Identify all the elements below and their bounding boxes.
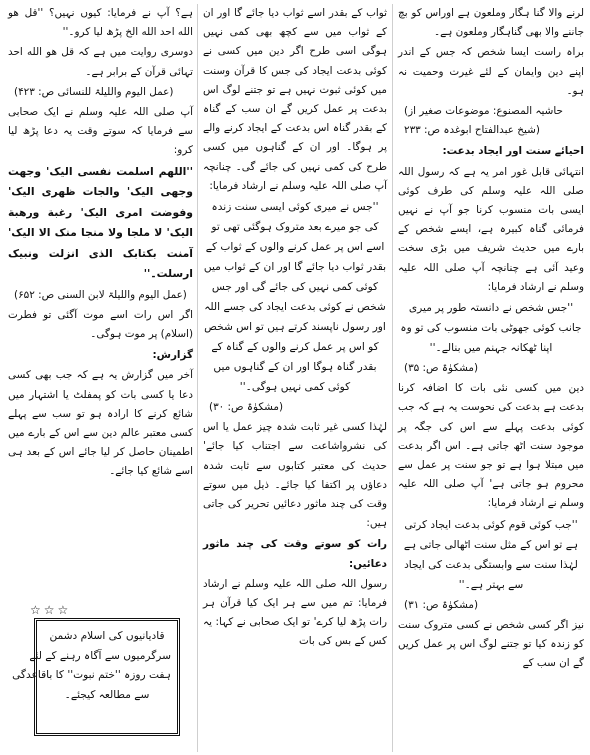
column-divider xyxy=(392,4,393,752)
citation: (مشکوٰۃ ص: ۳۵) xyxy=(404,362,478,375)
hadith-quote: ''جس نے میری کوئی ایسی سنت زندہ کی جو میرے بعد متروک ہوگئی تھی تو اسے اس پر عمل کرنے والوں کے ثواب کے بقدر ثواب دیا جائے گا اور ان کے ثواب میں کوئی کمی نہیں کی جائے گی اور جس شخص نے کوئی بدعت ایجاد کی جسے اللہ اور رسول ناپسند کرتے ہیں تو اس شخص کو اس پر عمل کرنے والوں کے گناہ کے بقدر گناہ ہوگا اور ان کے گناہوں میں کوئی کمی نہیں ہوگی۔'' xyxy=(203,201,387,394)
text-column-left xyxy=(8,4,193,604)
paragraph: ثواب کے بقدر اسے ثواب دیا جائے گا اور ان کے ثواب میں سے کچھ بھی کمی نہیں ہوگی اسی طرح اگر دین میں کسی نے کوئی بدعت ایجاد کی جس کا قرآن وسنت میں کوئی ثبوت نہیں ہے تو جتنے لوگ اس بدعت پر عمل کریں گے ان سب کے گناہ کے بقدر گناہ اس بدعت کے ایجاد کرنے والے پر ہوگا۔ اور ان کے گناہوں میں کسی طرح کی کمی نہیں کی جائے گی۔ چنانچہ آپ صلی اللہ علیہ وسلم نے ارشاد فرمایا: xyxy=(203,7,387,192)
citation: (مشکوٰۃ ص: ۳۰) xyxy=(209,401,283,414)
hadith-quote: ''جب کوئی قوم کوئی بدعت ایجاد کرتی ہے تو اس کے مثل سنت اٹھالی جاتی ہے لہٰذا سنت سے وابستگی بدعت کی ایجاد سے بہتر ہے۔'' xyxy=(403,518,579,591)
paragraph: دوسری روایت میں ہے کہ قل هو الله احد تہائی قرآن کے برابر ہے۔ xyxy=(8,46,193,78)
section-heading: احیائے سنت اور ایجاد بدعت: xyxy=(442,145,584,158)
hadith-quote: ''جس شخص نے دانستہ طور پر میری جانب کوئی جھوٹی بات منسوب کی تو وہ اپنا ٹھکانہ جہنم میں بنالے۔'' xyxy=(400,302,582,355)
citation: (عمل الیوم واللیلۃ لابن السنی ص: ۶۵۲) xyxy=(14,288,187,301)
paragraph: ہے؟ آپ نے فرمایا: کیوں نہیں؟ ''قل هو الله احد الله الخ پڑھ لیا کرو۔'' xyxy=(8,7,193,39)
paragraph: دین میں کسی نئی بات کا اضافہ کرنا بدعت ہے بدعت کی نحوست یہ ہے کہ جب کوئی بدعت پہلے سے اس کی جگہ پر موجود سنت اٹھ جاتی ہے۔ اس اگر بدعت میں مبتلا ہوا ہے تو جو سنت پر عمل سے محروم ہو جاتی ہے' آپ صلی اللہ علیہ وسلم نے ارشاد فرمایا: xyxy=(398,382,584,510)
paragraph: اگر اس رات اسے موت آگئی تو فطرت (اسلام) پر موت ہوگی۔ xyxy=(8,308,193,341)
paragraph: آخر میں گزارش یہ ہے کہ جب بھی کسی دعا یا کسی بات کو پمفلٹ یا اشتہار میں شائع کرنے کا ارادہ ہو تو سب سے پہلے کسی معتبر عالم دین سے اس کے بارے میں اطمینان حاصل کر لیا جائے اس کے بعد ہی اسے شائع کیا جائے۔ xyxy=(8,369,193,478)
paragraph: نیز اگر کسی شخص نے کسی متروک سنت کو زندہ کیا تو جتنے لوگ اس پر عمل کریں گے ان سب کے xyxy=(398,618,584,670)
ad-line: قادیانیوں کی اسلام دشمن xyxy=(49,630,165,642)
citation: (حاشیہ المصنوع: موضوعات صغیر از شیخ عبدالفتاح ابوغدہ ص: ۲۳۳) xyxy=(404,105,563,137)
ad-line: سے مطالعہ کیجئے۔ xyxy=(64,688,150,701)
arabic-dua: ''اللهم اسلمت نفسی الیک' وجهت وجهی الیک' والجات ظهری الیک' وفوضت امری الیک' رغبة ورهبة الیک' لا ملجا ولا منجا منک الا الیک' آمنت بکتابک الذی انزلت ونبیک ارسلت۔'' xyxy=(8,164,193,281)
citation: (مشکوٰۃ ص: ۳۱) xyxy=(404,598,478,611)
text-column-middle xyxy=(203,4,387,752)
section-heading: گزارش: xyxy=(152,349,193,362)
text-column-right xyxy=(398,4,584,752)
ad-line: ہفت روزہ ''ختم نبوت'' کا باقاعدگی xyxy=(12,669,171,681)
paragraph: براہ راست ایسا شخص کہ جس کے اندر اپنے دین وایمان کے لئے غیرت وحمیت نہ ہو۔ xyxy=(398,46,584,97)
citation: (عمل الیوم واللیلۃ للنسائی ص: ۴۲۳) xyxy=(14,85,174,98)
paragraph: لرنے والا گنا ہگار وملعون ہے اوراس کو بچ جاننے والا بھی گناہگار وملعون ہے۔ xyxy=(398,7,584,39)
paragraph: رسول اللہ صلی اللہ علیہ وسلم نے ارشاد فرمایا: تم میں سے ہر ایک کیا قرآن ہر رات پڑھ لیا کرے' تو ایک صحابی نے کہا: یہ کس کے بس کی بات xyxy=(203,577,387,648)
paragraph: لہٰذا کسی غیر ثابت شدہ چیز عمل یا اس کی نشرواشاعت سے اجتناب کیا جائے' حدیث کی معتبر کتابوں سے ثابت شدہ دعاؤں پر اکتفا کیا جائے۔ ذیل میں سوتے وقت کی چند ماثور دعائیں تحریر کی جاتی ہیں: xyxy=(203,421,387,530)
section-divider-stars: ☆☆☆ xyxy=(30,603,72,617)
paragraph: آپ صلی اللہ علیہ وسلم نے ایک صحابی سے فرمایا کہ سوتے وقت یہ دعا پڑھ لیا کرو: xyxy=(8,106,193,157)
paragraph: انتہائی قابل غور امر یہ ہے کہ رسول اللہ صلی اللہ علیہ وسلم کی طرف کوئی ایسی بات منسوب کرنا جو آپ نے نہیں فرمائی گناہ کبیرہ ہے، ایسے شخص کے بارے میں حدیث شریف میں بڑی سخت وعید آئی ہے چنانچہ آپ صلی اللہ علیہ وسلم نے ارشاد فرمایا: xyxy=(398,165,584,293)
ad-line: سرگرمیوں سے آگاہ رہنے کے لئے xyxy=(29,649,171,662)
column-divider xyxy=(197,4,198,752)
section-heading: رات کو سوتے وقت کی چند ماثور دعائیں: xyxy=(203,538,387,570)
advertisement-box xyxy=(12,618,180,736)
